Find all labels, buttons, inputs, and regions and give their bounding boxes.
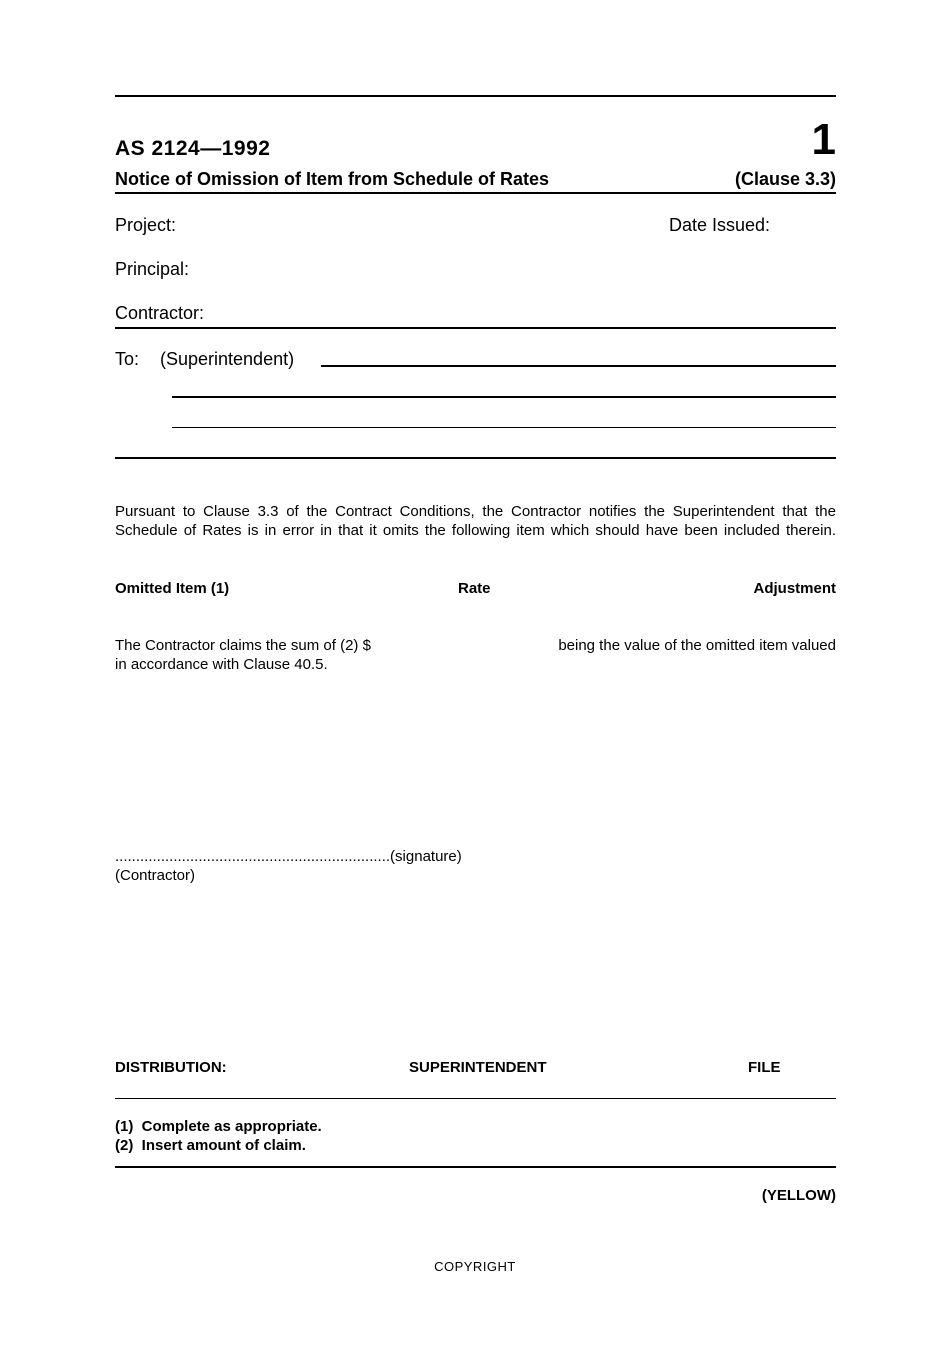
header-rule	[115, 192, 836, 194]
fields-rule	[115, 327, 836, 329]
address-rule	[115, 457, 836, 459]
to-label: To:	[115, 349, 140, 369]
claim-text-part2: being the value of the omitted item valued	[558, 637, 836, 654]
notes-rule	[115, 1166, 836, 1168]
distribution-superintendent: SUPERINTENDENT	[409, 1059, 547, 1076]
superintendent-label: (Superintendent)	[160, 349, 295, 369]
note-1: (1) Complete as appropriate.	[115, 1118, 322, 1135]
claim-text-part1: The Contractor claims the sum of (2) $	[115, 637, 371, 654]
form-number: 1	[811, 115, 836, 164]
distribution-file: FILE	[748, 1059, 781, 1076]
copyright-notice: COPYRIGHT	[434, 1259, 516, 1274]
superintendent-line-3[interactable]	[172, 427, 836, 428]
claim-text-line2: in accordance with Clause 40.5.	[115, 656, 328, 673]
date-issued-label: Date Issued:	[669, 215, 771, 235]
form-title: Notice of Omission of Item from Schedule of Rates	[115, 169, 550, 189]
contractor-label: Contractor:	[115, 303, 205, 323]
adjustment-heading: Adjustment	[753, 580, 836, 597]
signature-role: (Contractor)	[115, 867, 196, 884]
notice-paragraph	[115, 502, 836, 540]
paragraph-line-2: Schedule of Rates is in error in that it omits the following item which should have been included therein.	[115, 522, 836, 539]
principal-label: Principal:	[115, 259, 190, 279]
omitted-item-heading: Omitted Item (1)	[115, 580, 230, 597]
superintendent-line-1[interactable]	[321, 365, 836, 367]
top-rule	[115, 95, 836, 97]
distribution-rule	[115, 1098, 836, 1099]
project-label: Project:	[115, 215, 177, 235]
copy-color-label: (YELLOW)	[761, 1187, 836, 1204]
note-2: (2) Insert amount of claim.	[115, 1137, 306, 1154]
distribution-label: DISTRIBUTION:	[115, 1059, 227, 1076]
signature-line: ..................................................................(signature)	[115, 848, 462, 865]
clause-reference: (Clause 3.3)	[734, 169, 836, 189]
paragraph-line-1: Pursuant to Clause 3.3 of the Contract Conditions, the Contractor notifies the Superintendent that the	[115, 503, 836, 520]
rate-heading: Rate	[458, 580, 491, 597]
standard-number: AS 2124—1992	[115, 137, 271, 160]
superintendent-line-2[interactable]	[172, 396, 836, 398]
